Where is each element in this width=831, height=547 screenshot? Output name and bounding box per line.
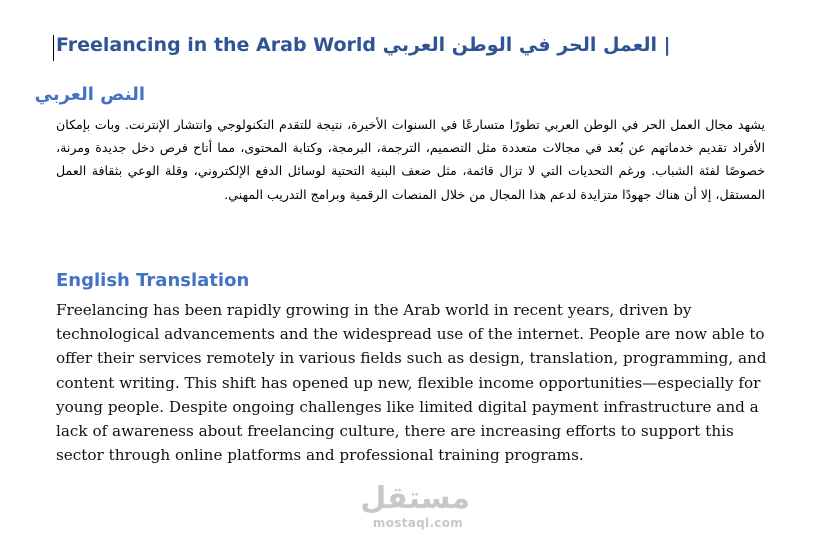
english-section-heading[interactable]: English Translation bbox=[56, 270, 250, 291]
arabic-section-heading[interactable]: النص العربي bbox=[34, 84, 145, 105]
arabic-paragraph[interactable]: يشهد مجال العمل الحر في الوطن العربي تطورًا متسارعًا في السنوات الأخيرة، نتيجة للتقدم التكنولوجي وانتشار الإنترنت. وبات بإمكان الأفراد تقديم خدماتهم عن بُعد في مجالات متعددة مثل التصميم، الترجمة، البرمجة، وكتابة المحتوى، مما أتاح فرص دخل جديدة ومرنة، خصوصًا لفئة الشباب. ورغم التحديات التي لا تزال قائمة، مثل ضعف البنية التحتية لوسائل الدفع الإلكتروني، وقلة الوعي بثقافة العمل المستقل، إلا أن هناك جهودًا متزايدة لدعم هذا المجال من خلال المنصات الرقمية وبرامج التدريب المهني. bbox=[56, 117, 765, 202]
watermark-domain: mostaql.com bbox=[372, 516, 464, 530]
mostaql-watermark bbox=[360, 481, 470, 530]
text-cursor bbox=[53, 35, 54, 61]
watermark-logo: مستقل bbox=[360, 481, 470, 516]
english-paragraph[interactable]: Freelancing has been rapidly growing in the Arab world in recent years, driven by technological advancements and the widespread use of the internet. People are now able to offer their services remotely in various fields such as design, translation, programming, and content writing. This shift has opened up new, flexible income opportunities—especially for young people. Despite ongoing challenges like limited digital payment infrastructure and a lack of awareness about freelancing culture, there are increasing efforts to support this sector through online platforms and professional training programs. bbox=[56, 301, 767, 465]
document-title[interactable]: Freelancing in the Arab World العمل الحر في الوطن العربي | bbox=[56, 34, 671, 56]
